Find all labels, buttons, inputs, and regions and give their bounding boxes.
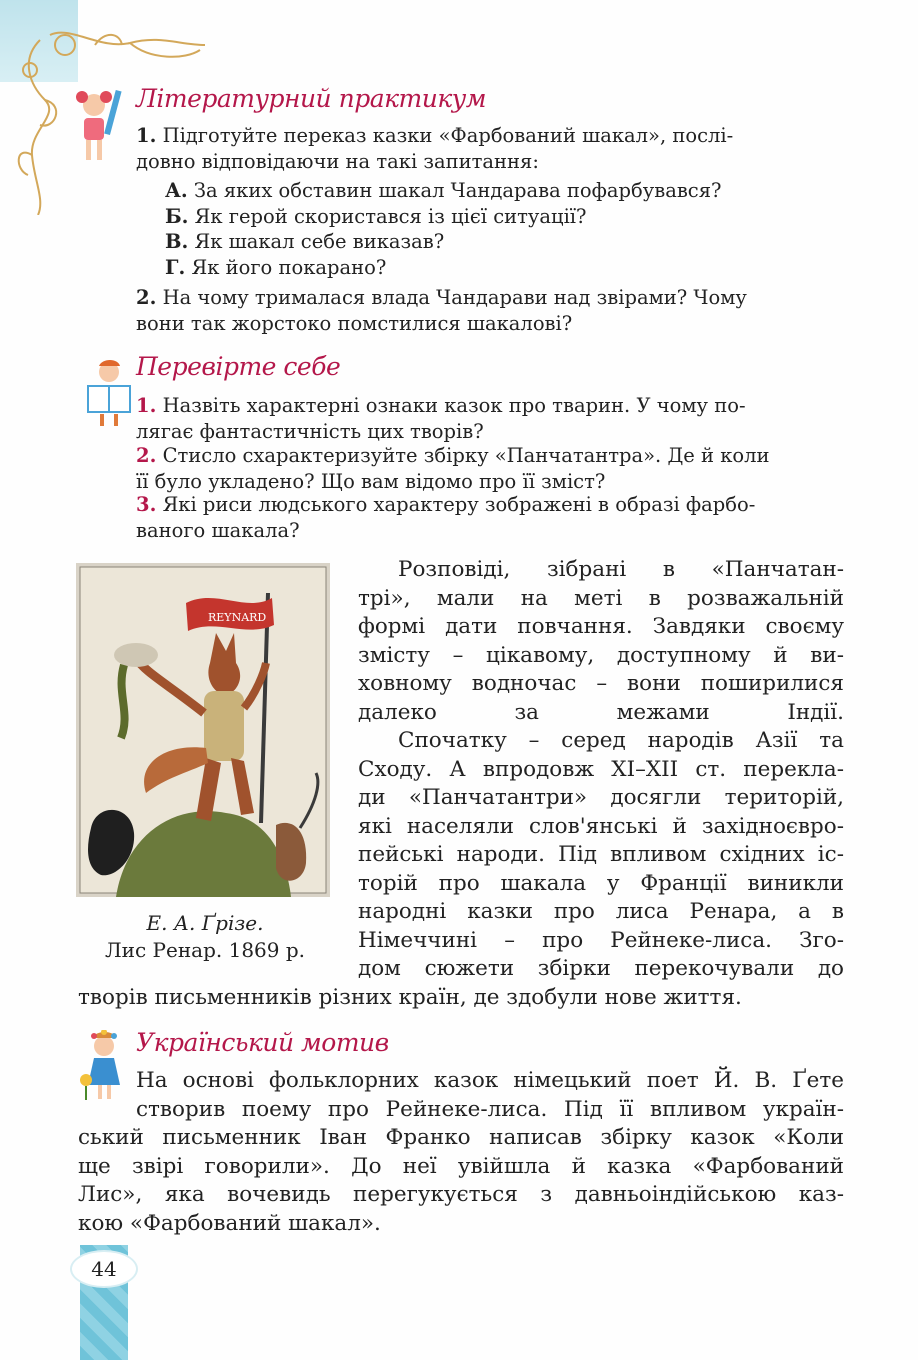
main-paragraph-2-last-line: творів письменників різних країн, де здобули нове життя. xyxy=(78,984,742,1010)
ukrainian-motif-last-line: кою «Фарбований шакал». xyxy=(78,1210,381,1236)
page-number: 44 xyxy=(72,1252,136,1286)
ukrainian-motif-line-1: На основі фольклорних казок німецький поет Й. В. Ґете xyxy=(136,1068,844,1093)
illustration-caption xyxy=(78,910,332,964)
girl-sunflower-icon xyxy=(76,1030,132,1102)
question-number: 1. xyxy=(136,124,157,147)
banner-text: REYNARD xyxy=(208,611,267,624)
check-question-3: 3. Які риси людського характеру зображені в образі фарбо- ваного шакала? xyxy=(136,493,756,542)
sub-question-c: В. Як шакал себе виказав? xyxy=(165,230,445,253)
sub-question-b: Б. Як герой скористався із цієї ситуації? xyxy=(165,204,587,228)
sub-question-a: А. За яких обставин шакал Чандарава пофарбувався? xyxy=(165,179,722,202)
section-title-check-yourself: Перевірте себе xyxy=(136,352,341,381)
caption-author: Е. А. Ґрізе. xyxy=(146,911,264,935)
caption-title: Лис Ренар. 1869 р. xyxy=(104,938,306,962)
question-1: 1. Підготуйте переказ казки «Фарбований шакал», послі- довно відповідаючи на такі запитання: xyxy=(136,124,734,173)
girl-pencil-icon xyxy=(70,85,130,167)
section-title-ukrainian-motif: Український мотив xyxy=(136,1028,389,1057)
check-question-2: 2. Стисло схарактеризуйте збірку «Панчатантра». Де й коли її було укладено? Що вам відомо про її зміст? xyxy=(136,444,770,493)
main-paragraph-2: Спочатку – серед народів Азії та Сходу. А впродовж XI–XII ст. перекла- ди «Панчатантри» досягли територій, які населяли слов'янські й західноєвро- пейські народи. Під впливом східних іс- торій про шакала у Франції виникли народні казки про лиса Ренара, а в Німеччині – про Рейнеке-лиса. Зго- дом сюжети збірки перекочували до xyxy=(358,728,844,981)
sub-question-d: Г. Як його покарано? xyxy=(165,255,387,279)
main-paragraph-1: Розповіді, зібрані в «Панчатан- трі», мали на меті в розважальній формі дати повчання. Завдяки своєму змісту – цікавому, доступному й ви- ховному водночас – вони поширилися далеко за межами Індії. xyxy=(358,557,844,725)
section-title-literary-practicum: Літературний практикум xyxy=(136,84,486,113)
ukrainian-motif-lines: створив поему про Рейнеке-лиса. Під її впливом україн- ський письменник Іван Франко написав збірку казок «Коли ще звірі говорили». До неї увійшла й казка «Фарбований Лис», яка вочевидь перегукується з давньоіндійською каз- xyxy=(78,1096,844,1207)
reynard-fox-illustration xyxy=(76,563,330,897)
question-2: 2. На чому трималася влада Чандарави над звірами? Чому вони так жорстоко помстилися шакалові? xyxy=(136,286,747,335)
check-question-1: 1. Назвіть характерні ознаки казок про тварин. У чому по- лягає фантастичність цих творів? xyxy=(136,394,746,443)
boy-reading-book-icon xyxy=(84,358,134,428)
